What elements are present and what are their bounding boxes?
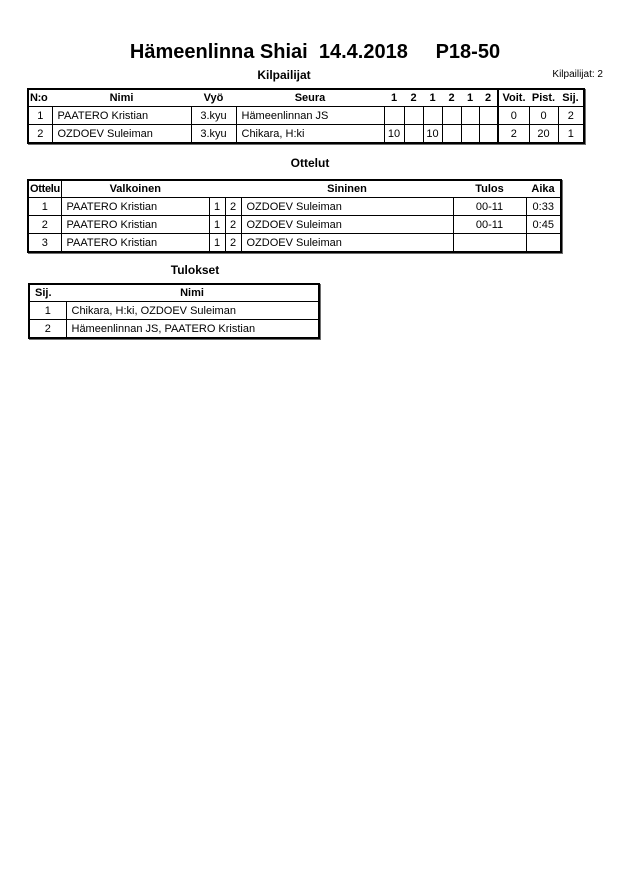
cell-match-no: 2	[28, 216, 61, 234]
cell-time	[526, 234, 561, 253]
cell-score	[423, 107, 442, 125]
cell-club: Hämeenlinnan JS	[236, 107, 384, 125]
cell-match-no: 1	[28, 198, 61, 216]
col-header-name: Nimi	[66, 284, 319, 302]
col-header-match: Ottelu	[28, 180, 61, 198]
cell-score	[461, 107, 479, 125]
matches-heading: Ottelut	[290, 156, 330, 170]
cell-match-no: 3	[28, 234, 61, 253]
cell-place: 1	[29, 302, 66, 320]
cell-blue-no: 2	[225, 234, 241, 253]
cell-score	[384, 107, 404, 125]
cell-name: PAATERO Kristian	[52, 107, 191, 125]
col-header-club: Seura	[236, 89, 384, 107]
page-title: Hämeenlinna Shiai 14.4.2018 P18-50	[129, 41, 501, 63]
results-heading: Tulokset	[170, 263, 220, 277]
col-header-time: Aika	[526, 180, 561, 198]
cell-white-no: 1	[209, 216, 225, 234]
matches-header-row	[28, 180, 561, 198]
col-header-wins: Voit.	[498, 89, 529, 107]
cell-place: 1	[558, 125, 584, 144]
col-header-result: Tulos	[453, 180, 526, 198]
cell-score	[479, 125, 498, 144]
cell-score: 10	[423, 125, 442, 144]
cell-points: 0	[529, 107, 558, 125]
cell-blue-name: OZDOEV Suleiman	[241, 198, 453, 216]
cell-place: 2	[29, 320, 66, 339]
cell-score	[404, 125, 423, 144]
cell-white-name: PAATERO Kristian	[61, 234, 209, 253]
col-header-name: Nimi	[52, 89, 191, 107]
cell-blue-name: OZDOEV Suleiman	[241, 234, 453, 253]
match-row	[28, 234, 561, 253]
col-header-score-5: 1	[461, 89, 479, 107]
cell-white-no: 1	[209, 234, 225, 253]
cell-name: OZDOEV Suleiman	[52, 125, 191, 144]
cell-club-and-name: Hämeenlinnan JS, PAATERO Kristian	[66, 320, 319, 339]
competitors-table	[27, 88, 585, 144]
col-header-white: Valkoinen	[61, 180, 209, 198]
competitor-row	[28, 125, 584, 144]
cell-place: 2	[558, 107, 584, 125]
match-row	[28, 216, 561, 234]
cell-belt: 3.kyu	[191, 107, 236, 125]
competitors-heading: Kilpailijat	[257, 68, 311, 82]
cell-white-name: PAATERO Kristian	[61, 216, 209, 234]
competitors-header-row	[28, 89, 584, 107]
result-row	[29, 320, 319, 339]
result-row	[29, 302, 319, 320]
cell-no: 2	[28, 125, 52, 144]
results-table	[28, 283, 320, 339]
cell-belt: 3.kyu	[191, 125, 236, 144]
matches-table	[27, 179, 562, 253]
results-header-row	[29, 284, 319, 302]
cell-wins: 2	[498, 125, 529, 144]
col-header-belt: Vyö	[191, 89, 236, 107]
cell-result: 00-11	[453, 198, 526, 216]
cell-score	[442, 107, 461, 125]
cell-white-name: PAATERO Kristian	[61, 198, 209, 216]
cell-score	[479, 107, 498, 125]
cell-score: 10	[384, 125, 404, 144]
col-header-white-no	[209, 180, 225, 198]
cell-time: 0:33	[526, 198, 561, 216]
cell-white-no: 1	[209, 198, 225, 216]
cell-result: 00-11	[453, 216, 526, 234]
col-header-score-3: 1	[423, 89, 442, 107]
cell-blue-name: OZDOEV Suleiman	[241, 216, 453, 234]
col-header-score-4: 2	[442, 89, 461, 107]
cell-no: 1	[28, 107, 52, 125]
cell-score	[404, 107, 423, 125]
col-header-no: N:o	[28, 89, 52, 107]
col-header-blue-no	[225, 180, 241, 198]
col-header-score-6: 2	[479, 89, 498, 107]
competitor-row	[28, 107, 584, 125]
competitor-count-label: Kilpailijat: 2	[552, 69, 603, 80]
cell-blue-no: 2	[225, 216, 241, 234]
cell-blue-no: 2	[225, 198, 241, 216]
cell-wins: 0	[498, 107, 529, 125]
cell-time: 0:45	[526, 216, 561, 234]
col-header-place: Sij.	[29, 284, 66, 302]
match-row	[28, 198, 561, 216]
col-header-place: Sij.	[558, 89, 584, 107]
col-header-blue: Sininen	[241, 180, 453, 198]
cell-club-and-name: Chikara, H:ki, OZDOEV Suleiman	[66, 302, 319, 320]
cell-club: Chikara, H:ki	[236, 125, 384, 144]
col-header-points: Pist.	[529, 89, 558, 107]
col-header-score-2: 2	[404, 89, 423, 107]
cell-result	[453, 234, 526, 253]
cell-score	[442, 125, 461, 144]
col-header-score-1: 1	[384, 89, 404, 107]
cell-score	[461, 125, 479, 144]
cell-points: 20	[529, 125, 558, 144]
